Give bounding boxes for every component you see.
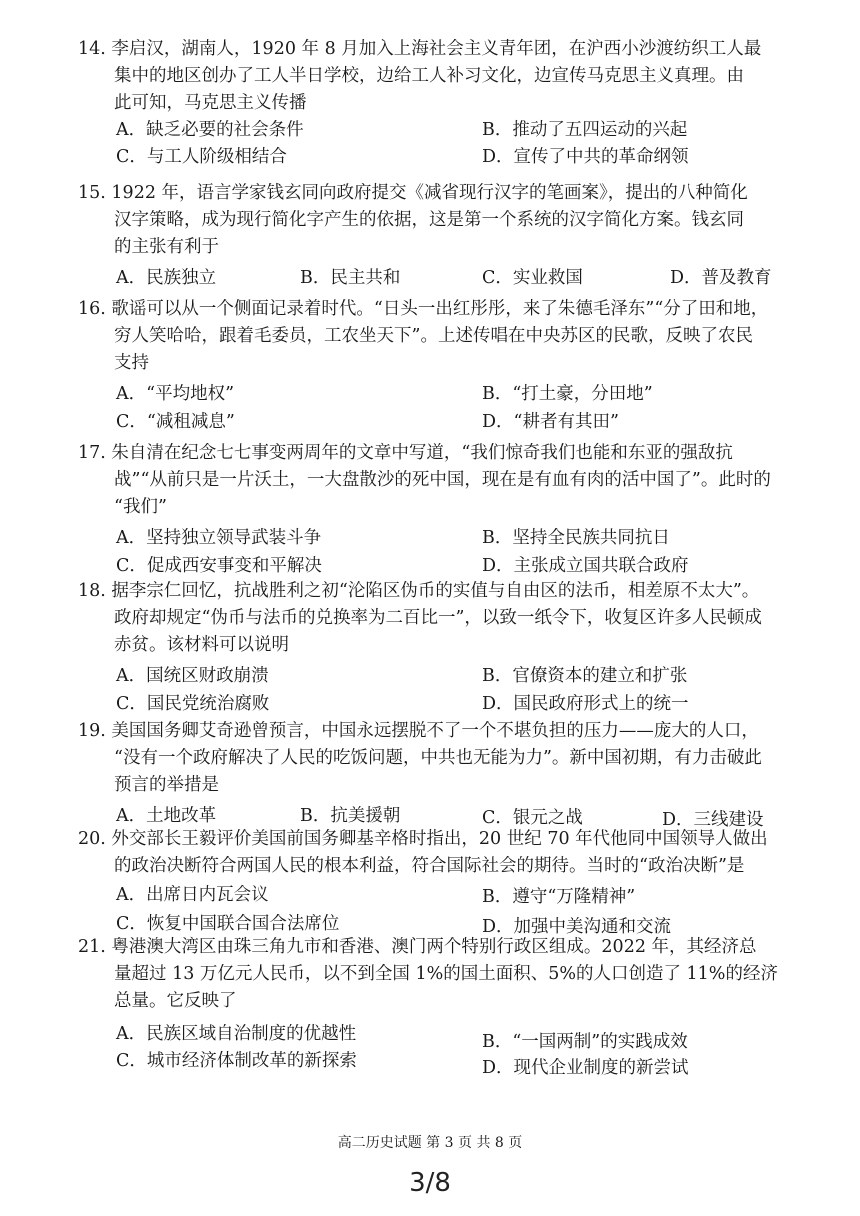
stem-line: 赤贫。该材料可以说明 bbox=[114, 635, 289, 655]
options bbox=[78, 882, 808, 942]
question-20 bbox=[78, 826, 808, 942]
stem-line: 预言的举措是 bbox=[114, 775, 219, 795]
option-b[interactable]: B．“打土豪，分田地” bbox=[482, 384, 653, 404]
option-d[interactable]: D．普及教育 bbox=[670, 268, 772, 288]
option-d[interactable]: D．主张成立国共联合政府 bbox=[482, 556, 689, 576]
option-b[interactable]: B．坚持全民族共同抗日 bbox=[482, 528, 670, 548]
stem-line: “没有一个政府解决了人民的吃饭问题，中共也无能为力”。新中国初期，有力击破此 bbox=[114, 748, 762, 768]
question-stem bbox=[78, 826, 808, 880]
question-19 bbox=[78, 718, 808, 833]
option-c[interactable]: C．与工人阶级相结合 bbox=[116, 147, 287, 167]
option-a[interactable]: A．“平均地权” bbox=[116, 384, 235, 404]
question-number: 18. bbox=[78, 581, 106, 601]
options bbox=[78, 525, 808, 585]
question-stem bbox=[78, 180, 808, 261]
question-number: 19. bbox=[78, 721, 106, 741]
options bbox=[78, 381, 808, 441]
question-number: 17. bbox=[78, 443, 106, 463]
option-d[interactable]: D．国民政府形式上的统一 bbox=[482, 694, 689, 714]
stem-line: 歌谣可以从一个侧面记录着时代。“日头一出红彤彤，来了朱德毛泽东”“分了田和地， bbox=[111, 299, 769, 319]
option-b[interactable]: B．“一国两制”的实践成效 bbox=[482, 1032, 688, 1052]
stem-line: 的政治决断符合两国人民的根本利益，符合国际社会的期待。当时的“政治决断”是 bbox=[114, 856, 745, 876]
option-c[interactable]: C．城市经济体制改革的新探索 bbox=[116, 1051, 357, 1071]
stem-line: 总量。它反映了 bbox=[114, 991, 237, 1011]
question-stem bbox=[78, 578, 808, 659]
stem-line: 政府却规定“伪币与法币的兑换率为二百比一”，以致一纸令下，收复区许多人民顿成 bbox=[114, 608, 762, 628]
option-d[interactable]: D．现代企业制度的新尝试 bbox=[482, 1058, 689, 1078]
stem-line: 量超过 13 万亿元人民币，以不到全国 1%的国土面积、5%的人口创造了 11%的经济 bbox=[114, 964, 778, 984]
question-14 bbox=[78, 36, 808, 171]
stem-line: 外交部长王毅评价美国前国务卿基辛格时指出，20 世纪 70 年代他同中国领导人做出 bbox=[111, 829, 768, 849]
question-15 bbox=[78, 180, 808, 295]
stem-line: 穷人笑哈哈，跟着毛委员，工农坐天下”。上述传唱在中央苏区的民歌，反映了农民 bbox=[114, 326, 753, 346]
option-c[interactable]: C．“减租减息” bbox=[116, 412, 235, 432]
stem-line: 的主张有利于 bbox=[114, 237, 219, 257]
option-a[interactable]: A．民族区域自治制度的优越性 bbox=[116, 1024, 357, 1044]
question-stem bbox=[78, 296, 808, 377]
stem-line: 集中的地区创办了工人半日学校，边给工人补习文化，边宣传马克思主义真理。由 bbox=[114, 66, 744, 86]
option-b[interactable]: B．遵守“万隆精神” bbox=[482, 887, 636, 907]
options bbox=[78, 265, 808, 295]
option-d[interactable]: D．“耕者有其田” bbox=[482, 412, 619, 432]
options bbox=[78, 663, 808, 723]
option-c[interactable]: C．银元之战 bbox=[482, 808, 583, 828]
stem-line: 李启汉，湖南人，1920 年 8 月加入上海社会主义青年团，在沪西小沙渡纺织工人最 bbox=[111, 39, 762, 59]
stem-line: 1922 年，语言学家钱玄同向政府提交《减省现行汉字的笔画案》，提出的八种简化 bbox=[111, 183, 748, 203]
stem-line: 据李宗仁回忆，抗战胜利之初“沦陷区伪币的实值与自由区的法币，相差原不太大”。 bbox=[111, 581, 760, 601]
option-d[interactable]: D．三线建设 bbox=[662, 810, 764, 830]
page-indicator: 3/8 bbox=[409, 1168, 451, 1198]
option-d[interactable]: D．加强中美沟通和交流 bbox=[482, 917, 672, 937]
question-number: 20. bbox=[78, 829, 106, 849]
option-a[interactable]: A．土地改革 bbox=[116, 806, 217, 826]
option-d[interactable]: D．宣传了中共的革命纲领 bbox=[482, 147, 689, 167]
question-stem bbox=[78, 440, 808, 521]
option-b[interactable]: B．民主共和 bbox=[300, 268, 401, 288]
stem-line: 汉字策略，成为现行简化字产生的依据，这是第一个系统的汉字简化方案。钱玄同 bbox=[114, 210, 744, 230]
option-a[interactable]: A．民族独立 bbox=[116, 268, 217, 288]
option-a[interactable]: A．出席日内瓦会议 bbox=[116, 885, 269, 905]
option-a[interactable]: A．缺乏必要的社会条件 bbox=[116, 120, 304, 140]
stem-line: 粤港澳大湾区由珠三角九市和香港、澳门两个特别行政区组成。2022 年，其经济总 bbox=[111, 937, 757, 957]
question-stem bbox=[78, 934, 808, 1015]
stem-line: 美国国务卿艾奇逊曾预言，中国永远摆脱不了一个不堪负担的压力——庞大的人口， bbox=[111, 721, 759, 741]
question-18 bbox=[78, 578, 808, 723]
page-footer: 高二历史试题 第 3 页 共 8 页 bbox=[337, 1135, 523, 1151]
question-number: 15. bbox=[78, 183, 106, 203]
option-c[interactable]: C．国民党统治腐败 bbox=[116, 694, 270, 714]
option-b[interactable]: B．推动了五四运动的兴起 bbox=[482, 120, 688, 140]
stem-line: “我们” bbox=[114, 497, 167, 517]
option-c[interactable]: C．促成西安事变和平解决 bbox=[116, 556, 322, 576]
stem-line: 战”“从前只是一片沃土，一大盘散沙的死中国，现在是有血有肉的活中国了”。此时的 bbox=[114, 470, 771, 490]
options bbox=[78, 117, 808, 171]
stem-line: 朱自清在纪念七七事变两周年的文章中写道，“我们惊奇我们也能和东亚的强敌抗 bbox=[111, 443, 733, 463]
question-number: 16. bbox=[78, 299, 106, 319]
stem-line: 支持 bbox=[114, 353, 149, 373]
option-a[interactable]: A．坚持独立领导武装斗争 bbox=[116, 528, 322, 548]
question-number: 14. bbox=[78, 39, 106, 59]
question-stem bbox=[78, 718, 808, 799]
option-c[interactable]: C．恢复中国联合国合法席位 bbox=[116, 914, 340, 934]
stem-line: 此可知，马克思主义传播 bbox=[114, 93, 307, 113]
option-c[interactable]: C．实业救国 bbox=[482, 268, 583, 288]
question-16 bbox=[78, 296, 808, 441]
option-a[interactable]: A．国统区财政崩溃 bbox=[116, 666, 269, 686]
options bbox=[78, 1021, 808, 1091]
question-21 bbox=[78, 934, 808, 1091]
question-17 bbox=[78, 440, 808, 585]
question-stem bbox=[78, 36, 808, 117]
option-b[interactable]: B．官僚资本的建立和扩张 bbox=[482, 666, 688, 686]
option-b[interactable]: B．抗美援朝 bbox=[300, 806, 401, 826]
question-number: 21. bbox=[78, 937, 106, 957]
